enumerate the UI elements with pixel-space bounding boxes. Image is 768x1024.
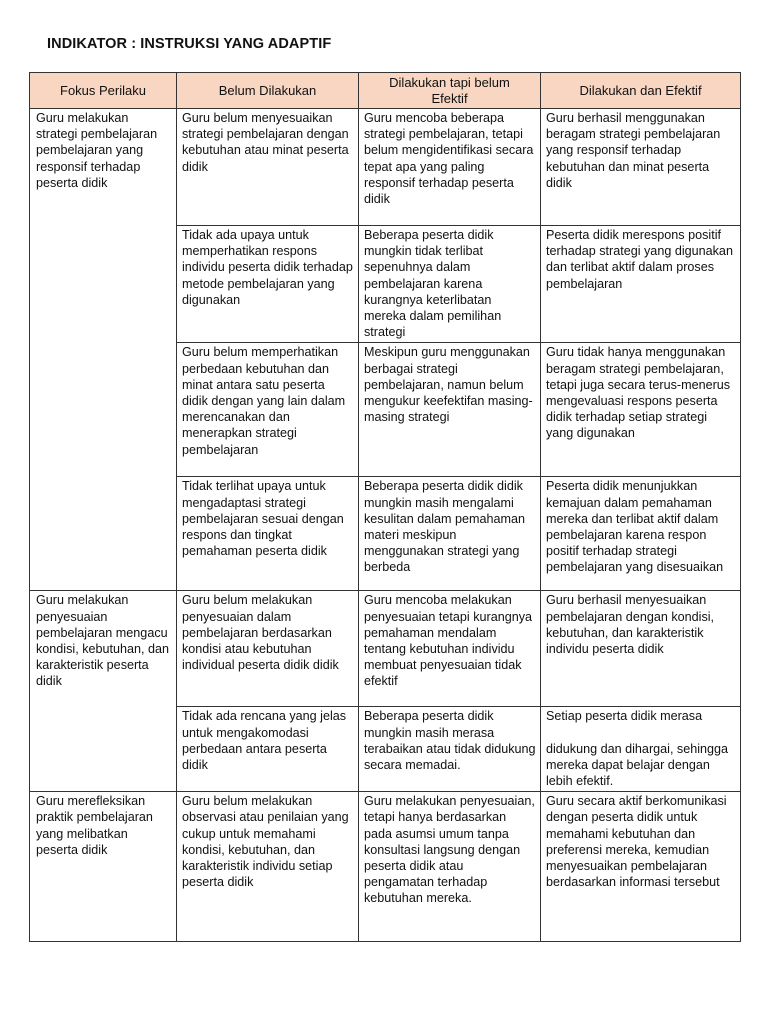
page-title: INDIKATOR : INSTRUKSI YANG ADAPTIF: [47, 36, 332, 52]
efektif-text-line: didukung dan dihargai, sehingga mereka dapat belajar dengan lebih efektif.: [546, 741, 729, 789]
efektif-cell: Guru tidak hanya menggunakan beragam strategi pembelajaran, tetapi juga secara terus-menerus mengevaluasi respons peserta didik terhadap setiap strategi yang digunakan: [541, 343, 741, 477]
focus-cell: Guru melakukan strategi pembelajaran pembelajaran yang responsif terhadap peserta didik: [30, 109, 177, 591]
belum-cell: Tidak ada rencana yang jelas untuk mengakomodasi perbedaan antara peserta didik: [177, 707, 359, 792]
belum-cell: Guru belum melakukan penyesuaian dalam pembelajaran berdasarkan kondisi atau kebutuhan individual peserta didik didik: [177, 591, 359, 707]
focus-cell: Guru melakukan penyesuaian pembelajaran mengacu kondisi, kebutuhan, dan karakteristik peserta didik: [30, 591, 177, 792]
kurang-efektif-cell: Guru mencoba melakukan penyesuaian tetapi kurangnya pemahaman mendalam tentang kebutuhan individu membuat penyesuaian tidak efektif: [359, 591, 541, 707]
header-dilakukan-efektif: Dilakukan dan Efektif: [541, 73, 741, 109]
rubric-table: [29, 72, 741, 942]
kurang-efektif-cell: Beberapa peserta didik mungkin masih merasa terabaikan atau tidak didukung secara memadai.: [359, 707, 541, 792]
efektif-text-line: Setiap peserta didik merasa: [546, 709, 703, 724]
kurang-efektif-cell: Meskipun guru menggunakan berbagai strategi pembelajaran, namun belum mengukur keefektifan masing-masing strategi: [359, 343, 541, 477]
belum-cell: Tidak terlihat upaya untuk mengadaptasi strategi pembelajaran sesuai dengan respons dan tingkat pemahaman peserta didik: [177, 477, 359, 591]
kurang-efektif-cell: Guru mencoba beberapa strategi pembelajaran, tetapi belum mengidentifikasi secara tepat apa yang paling responsif terhadap peserta didik: [359, 109, 541, 226]
belum-cell: Guru belum menyesuaikan strategi pembelajaran dengan kebutuhan atau minat peserta didik: [177, 109, 359, 226]
efektif-cell: Guru berhasil menyesuaikan pembelajaran dengan kondisi, kebutuhan, dan karakteristik individu peserta didik: [541, 591, 741, 707]
belum-cell: Tidak ada upaya untuk memperhatikan respons individu peserta didik terhadap metode pembelajaran yang digunakan: [177, 226, 359, 343]
kurang-efektif-cell: Beberapa peserta didik mungkin tidak terlibat sepenuhnya dalam pembelajaran karena kurangnya keterlibatan mereka dalam pemilihan strategi: [359, 226, 541, 343]
belum-cell: Guru belum melakukan observasi atau penilaian yang cukup untuk memahami kondisi, kebutuhan, dan karakteristik individu setiap peserta didik: [177, 792, 359, 942]
belum-cell: Guru belum memperhatikan perbedaan kebutuhan dan minat antara satu peserta didik dengan yang lain dalam merencanakan dan menerapkan strategi pembelajaran: [177, 343, 359, 477]
table-row: [30, 591, 741, 707]
header-belum-dilakukan: Belum Dilakukan: [177, 73, 359, 109]
header-fokus-perilaku: Fokus Perilaku: [30, 73, 177, 109]
header-dilakukan-belum-efektif: Dilakukan tapi belum Efektif: [359, 73, 541, 109]
table-row: [30, 109, 741, 226]
paragraph-gap: [546, 725, 736, 741]
kurang-efektif-cell: Guru melakukan penyesuaian, tetapi hanya berdasarkan pada asumsi umum tanpa konsultasi langsung dengan peserta didik atau pengamatan terhadap kebutuhan mereka.: [359, 792, 541, 942]
header-row: [30, 73, 741, 109]
focus-cell: Guru merefleksikan praktik pembelajaran yang melibatkan peserta didik: [30, 792, 177, 942]
table-row: [30, 792, 741, 942]
efektif-cell: Guru secara aktif berkomunikasi dengan peserta didik untuk memahami kebutuhan dan preferensi mereka, kemudian menyesuaikan pembelajaran berdasarkan informasi tersebut: [541, 792, 741, 942]
efektif-cell: Guru berhasil menggunakan beragam strategi pembelajaran yang responsif terhadap kebutuhan dan minat peserta didik: [541, 109, 741, 226]
efektif-cell: [541, 707, 741, 792]
kurang-efektif-cell: Beberapa peserta didik didik mungkin masih mengalami kesulitan dalam pemahaman materi meskipun menggunakan strategi yang berbeda: [359, 477, 541, 591]
efektif-cell: Peserta didik merespons positif terhadap strategi yang digunakan dan terlibat aktif dalam proses pembelajaran: [541, 226, 741, 343]
efektif-cell: Peserta didik menunjukkan kemajuan dalam pemahaman mereka dan terlibat aktif dalam pembelajaran karena respon positif terhadap strategi pembelajaran yang disesuaikan: [541, 477, 741, 591]
